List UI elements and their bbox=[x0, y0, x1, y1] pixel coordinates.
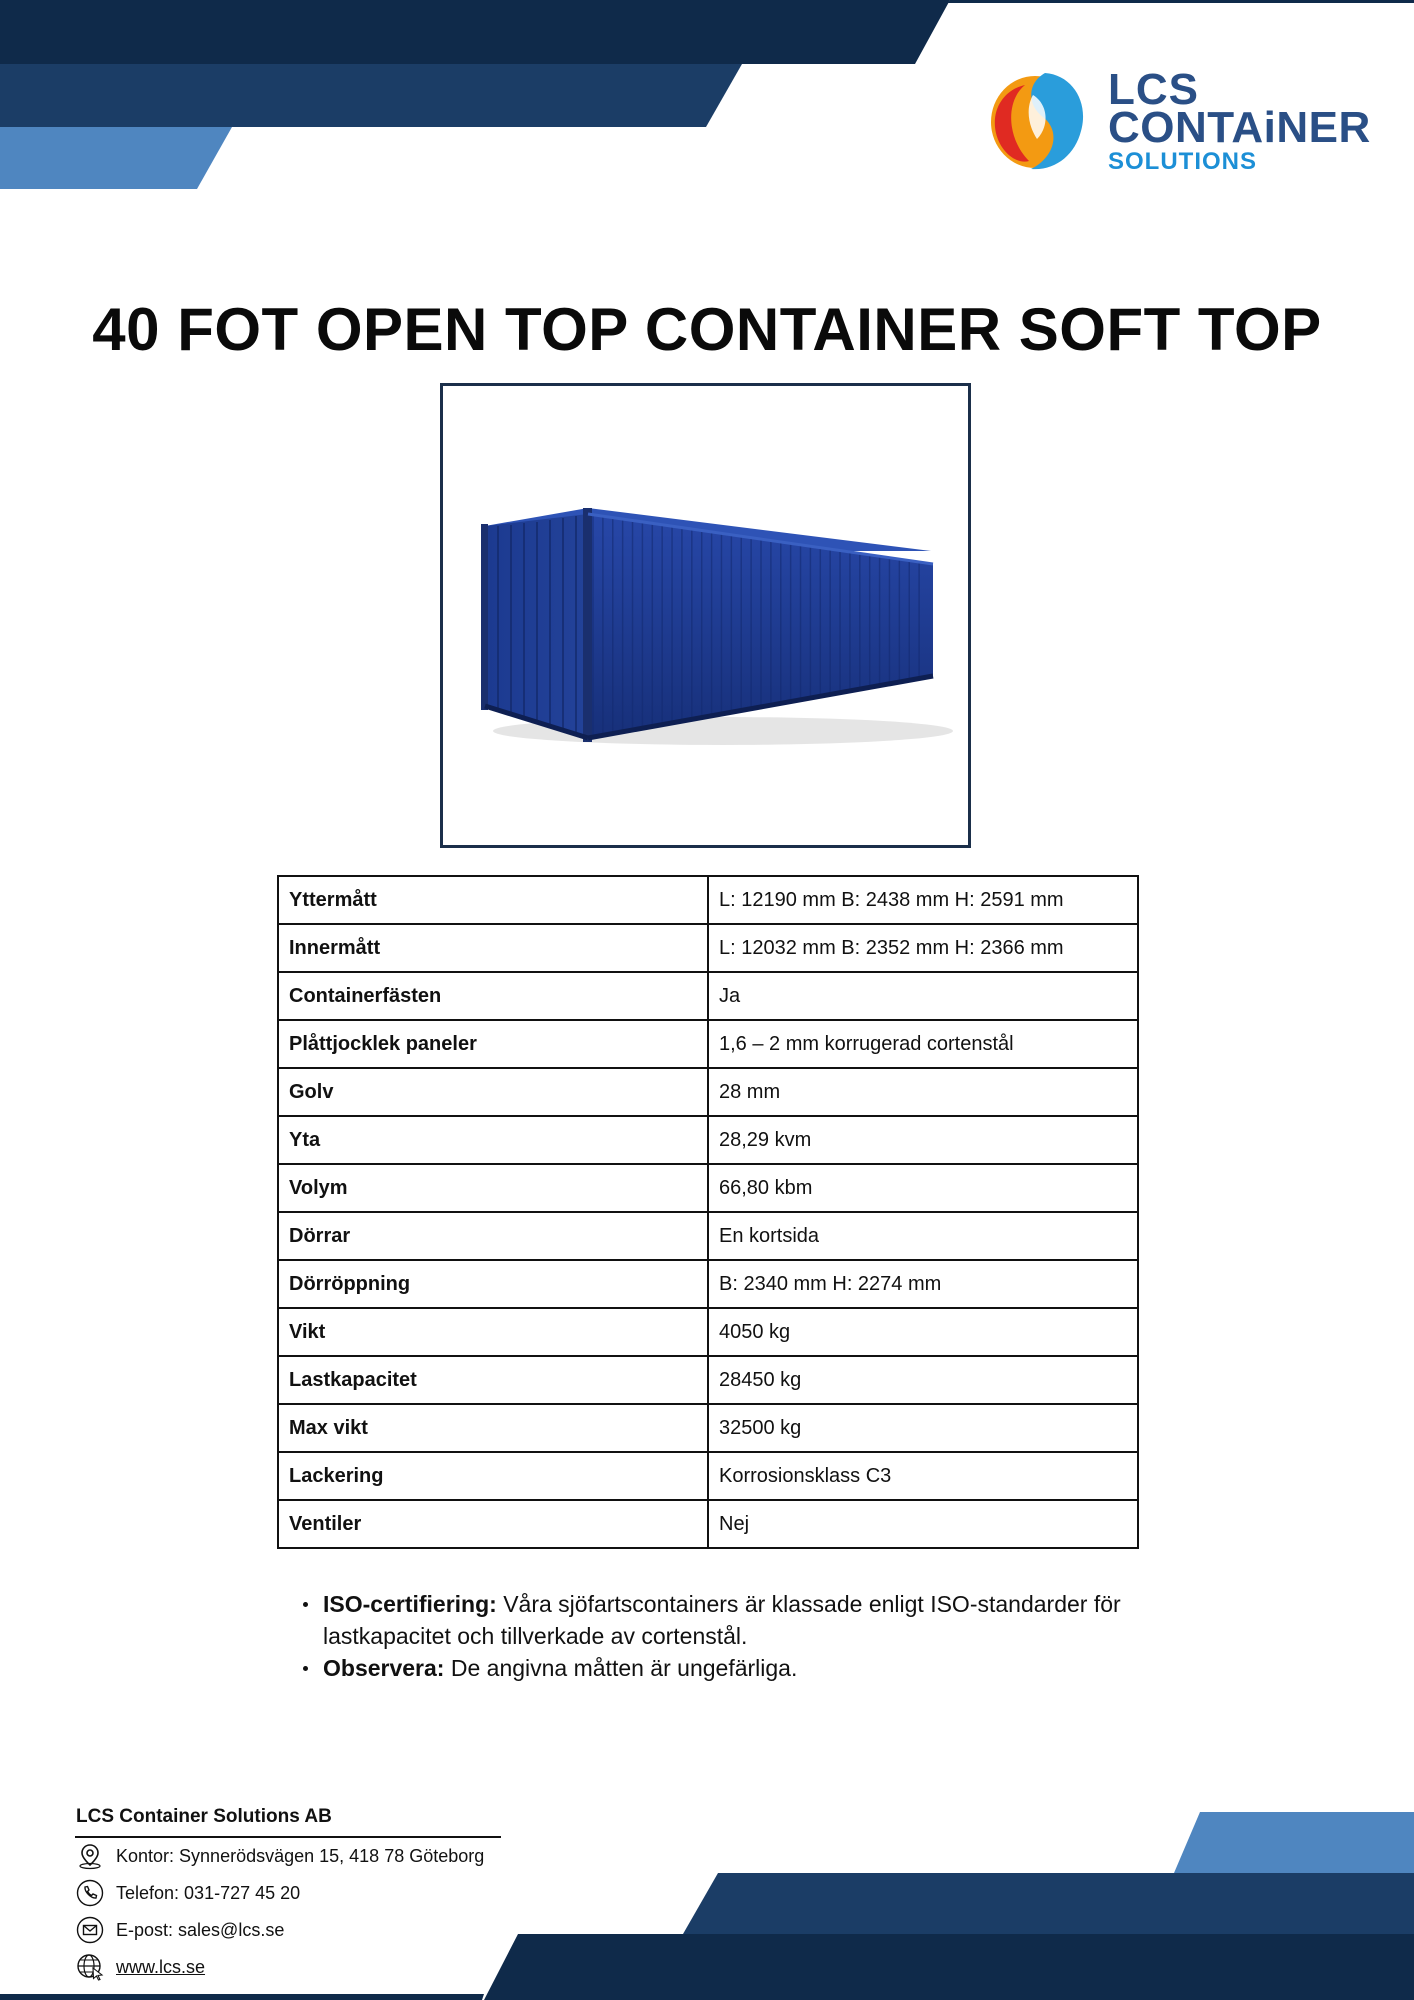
spec-row bbox=[278, 1116, 1138, 1164]
spec-value: 32500 kg bbox=[708, 1404, 1138, 1452]
spec-row bbox=[278, 1452, 1138, 1500]
note-observe-text: De angivna måtten är ungefärliga. bbox=[444, 1655, 798, 1681]
spec-value: 28 mm bbox=[708, 1068, 1138, 1116]
spec-row bbox=[278, 1068, 1138, 1116]
spec-value: B: 2340 mm H: 2274 mm bbox=[708, 1260, 1138, 1308]
spec-label: Volym bbox=[278, 1164, 708, 1212]
spec-value: 1,6 – 2 mm korrugerad cortenstål bbox=[708, 1020, 1138, 1068]
logo-line-container: CONTAiNER bbox=[1108, 103, 1371, 152]
spec-row bbox=[278, 972, 1138, 1020]
note-observe bbox=[323, 1652, 1183, 1684]
spec-row bbox=[278, 1500, 1138, 1548]
spec-row bbox=[278, 1212, 1138, 1260]
page-title: 40 FOT OPEN TOP CONTAINER SOFT TOP bbox=[92, 296, 1322, 363]
spec-label: Lastkapacitet bbox=[278, 1356, 708, 1404]
note-iso-text: Våra sjöfartscontainers är klassade enligt ISO-standarder för lastkapacitet och tillverkade av cortenstål. bbox=[323, 1591, 1121, 1649]
footer-office-text: Kontor: Synnerödsvägen 15, 418 78 Göteborg bbox=[116, 1845, 485, 1866]
shipping-container-photo-icon bbox=[443, 386, 968, 845]
spec-label: Yta bbox=[278, 1116, 708, 1164]
spec-table bbox=[277, 875, 1139, 1549]
logo-mark-icon bbox=[985, 65, 1100, 180]
spec-label: Containerfästen bbox=[278, 972, 708, 1020]
spec-value: L: 12032 mm B: 2352 mm H: 2366 mm bbox=[708, 924, 1138, 972]
footer-company-name: LCS Container Solutions AB bbox=[76, 1806, 332, 1827]
spec-label: Yttermått bbox=[278, 876, 708, 924]
spec-value: Korrosionsklass C3 bbox=[708, 1452, 1138, 1500]
spec-label: Dörrar bbox=[278, 1212, 708, 1260]
spec-row bbox=[278, 1260, 1138, 1308]
spec-row bbox=[278, 1020, 1138, 1068]
spec-row bbox=[278, 1308, 1138, 1356]
spec-value: 4050 kg bbox=[708, 1308, 1138, 1356]
spec-value: Ja bbox=[708, 972, 1138, 1020]
spec-label: Vikt bbox=[278, 1308, 708, 1356]
footer-bands bbox=[0, 1800, 1414, 2000]
spec-value: 66,80 kbm bbox=[708, 1164, 1138, 1212]
footer-email-text: E-post: sales@lcs.se bbox=[116, 1919, 285, 1940]
company-logo bbox=[985, 65, 1375, 185]
note-iso-label: ISO-certifiering: bbox=[323, 1591, 497, 1617]
spec-label: Ventiler bbox=[278, 1500, 708, 1548]
spec-value: L: 12190 mm B: 2438 mm H: 2591 mm bbox=[708, 876, 1138, 924]
spec-label: Innermått bbox=[278, 924, 708, 972]
spec-row bbox=[278, 1356, 1138, 1404]
spec-value: En kortsida bbox=[708, 1212, 1138, 1260]
footer-phone-text: Telefon: 031-727 45 20 bbox=[116, 1882, 301, 1903]
spec-label: Plåttjocklek paneler bbox=[278, 1020, 708, 1068]
spec-row bbox=[278, 924, 1138, 972]
spec-value: 28450 kg bbox=[708, 1356, 1138, 1404]
product-image-frame bbox=[440, 383, 971, 848]
spec-row bbox=[278, 1404, 1138, 1452]
spec-row bbox=[278, 876, 1138, 924]
notes-list bbox=[295, 1588, 1183, 1684]
note-iso bbox=[323, 1588, 1183, 1652]
logo-line-lcs: LCS bbox=[1108, 65, 1199, 114]
spec-value: Nej bbox=[708, 1500, 1138, 1548]
spec-row bbox=[278, 1164, 1138, 1212]
spec-value: 28,29 kvm bbox=[708, 1116, 1138, 1164]
spec-label: Max vikt bbox=[278, 1404, 708, 1452]
spec-label: Dörröppning bbox=[278, 1260, 708, 1308]
spec-label: Golv bbox=[278, 1068, 708, 1116]
logo-line-solutions: SOLUTIONS bbox=[1108, 148, 1258, 175]
spec-label: Lackering bbox=[278, 1452, 708, 1500]
note-observe-label: Observera: bbox=[323, 1655, 445, 1681]
website-link[interactable]: www.lcs.se bbox=[116, 1956, 206, 1977]
